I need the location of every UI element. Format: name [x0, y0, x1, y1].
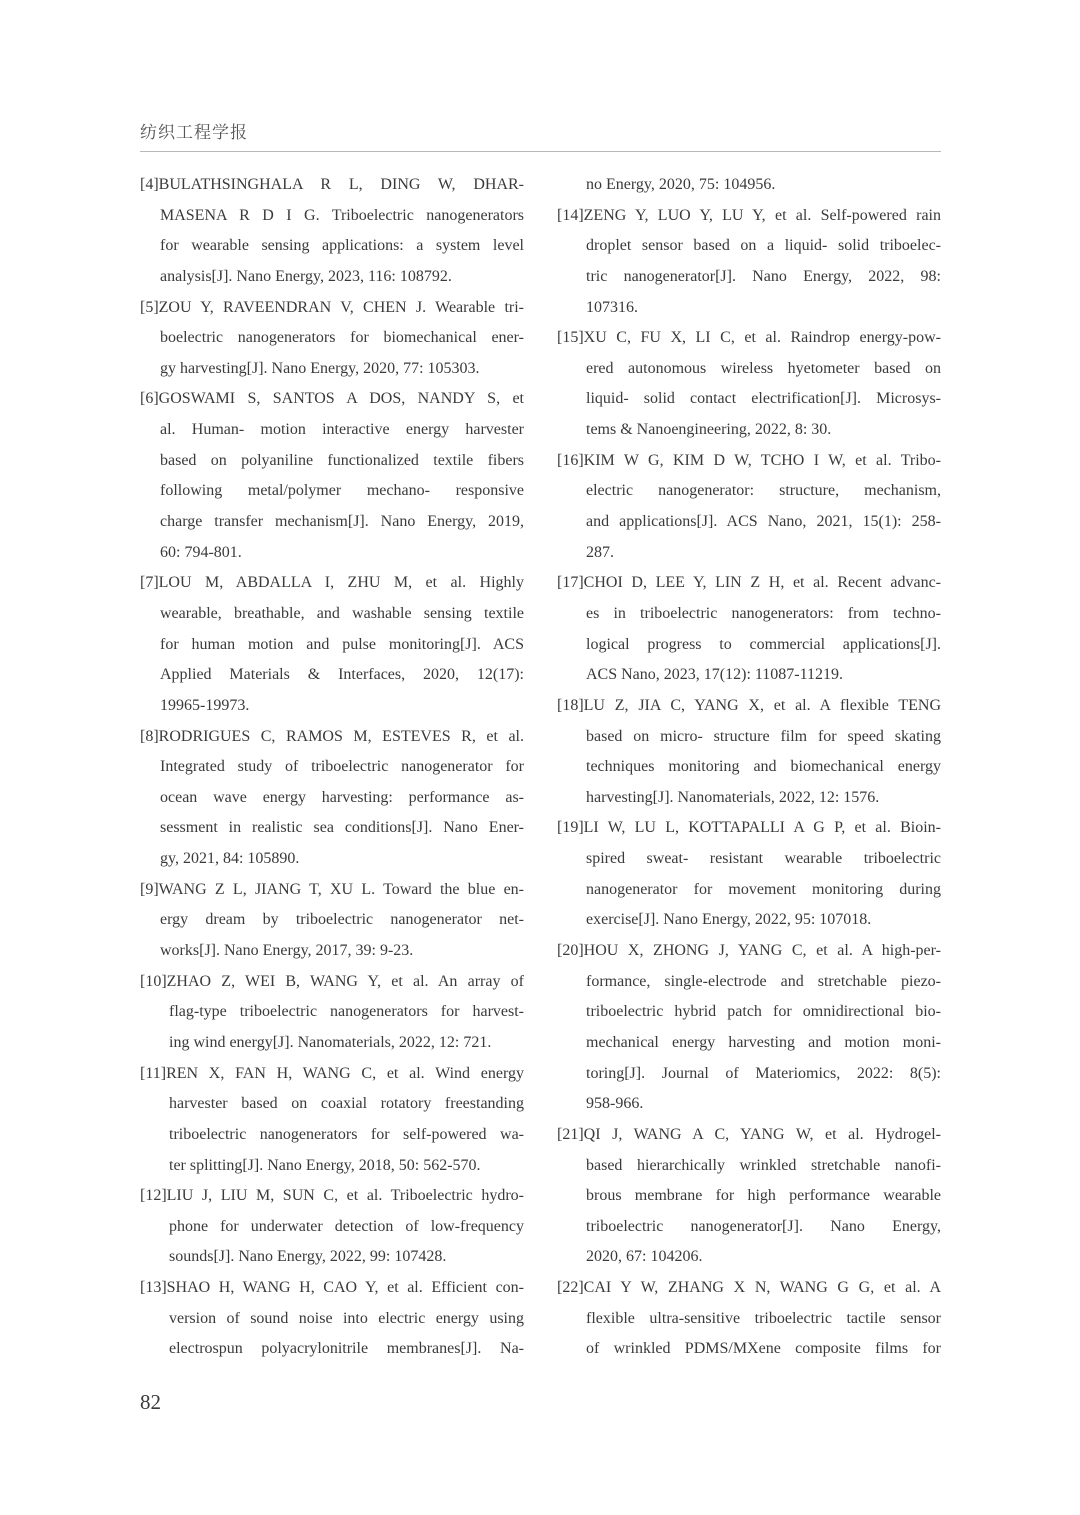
reference-entry	[140, 568, 524, 721]
reference-entry	[557, 1273, 941, 1365]
reference-line: techniques monitoring and biomechanical energy	[586, 758, 941, 776]
reference-line: [6]GOSWAMI S, SANTOS A DOS, NANDY S, et	[140, 390, 524, 408]
reference-line: [4]BULATHSINGHALA R L, DING W, DHAR-	[140, 176, 524, 193]
reference-line: ing wind energy[J]. Nanomaterials, 2022, 12: 721.	[169, 1033, 492, 1051]
reference-line: phone for underwater detection of low-frequency	[169, 1217, 524, 1235]
reference-entry	[557, 936, 941, 1120]
reference-line: gy, 2021, 84: 105890.	[160, 850, 300, 868]
reference-line: [15]XU C, FU X, LI C, et al. Raindrop energy-pow-	[557, 329, 941, 347]
reference-line: 60: 794-801.	[160, 543, 242, 561]
reference-entry	[140, 722, 524, 875]
reference-entry	[557, 446, 941, 569]
references-left-column	[140, 170, 524, 1365]
reference-line: for wearable sensing applications: a system level	[160, 237, 524, 255]
reference-entry	[140, 1059, 524, 1182]
reference-entry	[557, 170, 941, 201]
reference-line: gy harvesting[J]. Nano Energy, 2020, 77: 105303.	[160, 359, 480, 377]
reference-line: [14]ZENG Y, LUO Y, LU Y, et al. Self-powered rain	[557, 206, 941, 224]
reference-entry	[140, 384, 524, 568]
reference-line: ter splitting[J]. Nano Energy, 2018, 50: 562-570.	[169, 1156, 481, 1174]
reference-line: [11]REN X, FAN H, WANG C, et al. Wind energy	[140, 1064, 524, 1082]
reference-line: droplet sensor based on a liquid- solid triboelec-	[586, 237, 941, 255]
reference-line: es in triboelectric nanogenerators: from techno-	[586, 604, 941, 622]
reference-line: Integrated study of triboelectric nanogenerator for	[160, 758, 524, 776]
reference-line: brous membrane for high performance wearable	[586, 1187, 941, 1205]
reference-line: nanogenerator for movement monitoring during	[586, 880, 941, 898]
reference-entry	[557, 691, 941, 814]
reference-line: triboelectric hybrid patch for omnidirectional bio-	[586, 1003, 941, 1021]
reference-line: 107316.	[586, 298, 638, 316]
reference-line: sessment in realistic sea conditions[J]. Nano Ener-	[160, 819, 524, 837]
reference-entry	[140, 1181, 524, 1273]
reference-line: formance, single-electrode and stretchable piezo-	[586, 972, 941, 990]
reference-line: triboelectric nanogenerator[J]. Nano Energy,	[586, 1217, 941, 1235]
reference-entry	[140, 293, 524, 385]
reference-line: ered autonomous wireless hyetometer based on	[586, 359, 941, 377]
reference-line: flag-type triboelectric nanogenerators for harvest-	[169, 1003, 524, 1021]
reference-entry	[140, 967, 524, 1059]
reference-line: [10]ZHAO Z, WEI B, WANG Y, et al. An array of	[140, 972, 524, 990]
reference-line: and applications[J]. ACS Nano, 2021, 15(1): 258-	[586, 513, 941, 531]
reference-line: toring[J]. Journal of Materiomics, 2022: 8(5):	[586, 1064, 941, 1082]
reference-line: flexible ultra-sensitive triboelectric tactile sensor	[586, 1309, 941, 1327]
reference-line: based hierarchically wrinkled stretchable nanofi-	[586, 1156, 941, 1174]
reference-entry	[140, 875, 524, 967]
reference-entry	[557, 201, 941, 324]
reference-line: 19965-19973.	[160, 696, 250, 714]
reference-line: [18]LU Z, JIA C, YANG X, et al. A flexible TENG	[557, 696, 941, 714]
reference-line: [9]WANG Z L, JIANG T, XU L. Toward the blue en-	[140, 880, 524, 898]
reference-line: ACS Nano, 2023, 17(12): 11087-11219.	[586, 666, 844, 684]
reference-line: harvesting[J]. Nanomaterials, 2022, 12: 1576.	[586, 788, 880, 806]
reference-entry	[140, 170, 524, 293]
reference-line: works[J]. Nano Energy, 2017, 39: 9-23.	[160, 942, 414, 960]
reference-line: [20]HOU X, ZHONG J, YANG C, et al. A high-per-	[557, 942, 941, 960]
reference-line: ocean wave energy harvesting: performance as-	[160, 788, 524, 806]
reference-line: Applied Materials & Interfaces, 2020, 12(17):	[160, 666, 524, 684]
reference-entry	[557, 323, 941, 446]
reference-line: triboelectric nanogenerators for self-powered wa-	[169, 1125, 524, 1143]
reference-line: [17]CHOI D, LEE Y, LIN Z H, et al. Recent advanc-	[557, 574, 941, 592]
reference-line: version of sound noise into electric energy using	[169, 1309, 524, 1327]
reference-entry	[140, 1273, 524, 1365]
reference-line: charge transfer mechanism[J]. Nano Energy, 2019,	[160, 513, 524, 531]
references-right-column	[557, 170, 941, 1365]
header-rule	[140, 151, 941, 152]
reference-line: [12]LIU J, LIU M, SUN C, et al. Triboelectric hydro-	[140, 1187, 524, 1205]
reference-entry	[557, 568, 941, 691]
reference-line: [19]LI W, LU L, KOTTAPALLI A G P, et al. Bioin-	[557, 819, 941, 837]
reference-entry	[557, 813, 941, 936]
reference-line: [16]KIM W G, KIM D W, TCHO I W, et al. Tribo-	[557, 451, 941, 469]
reference-line: liquid- solid contact electrification[J]. Microsys-	[586, 390, 941, 408]
reference-line: logical progress to commercial applications[J].	[586, 635, 941, 653]
reference-line: exercise[J]. Nano Energy, 2022, 95: 107018.	[586, 911, 872, 929]
reference-line: 287.	[586, 543, 614, 561]
reference-line: no Energy, 2020, 75: 104956.	[586, 176, 776, 193]
reference-line: electrospun polyacrylonitrile membranes[J]. Na-	[169, 1340, 524, 1358]
reference-line: tems & Nanoengineering, 2022, 8: 30.	[586, 421, 832, 439]
reference-line: tric nanogenerator[J]. Nano Energy, 2022, 98:	[586, 267, 941, 285]
reference-line: 2020, 67: 104206.	[586, 1248, 703, 1266]
reference-line: for human motion and pulse monitoring[J]. ACS	[160, 635, 524, 653]
reference-line: 958-966.	[586, 1095, 644, 1113]
reference-line: harvester based on coaxial rotatory freestanding	[169, 1095, 524, 1113]
reference-line: sounds[J]. Nano Energy, 2022, 99: 107428.	[169, 1248, 447, 1266]
reference-line: boelectric nanogenerators for biomechanical ener-	[160, 329, 524, 347]
reference-line: following metal/polymer mechano- responsive	[160, 482, 524, 500]
reference-line: based on micro- structure film for speed skating	[586, 727, 941, 745]
reference-line: wearable, breathable, and washable sensing textile	[160, 604, 524, 622]
reference-line: MASENA R D I G. Triboelectric nanogenerators	[160, 206, 524, 224]
reference-line: [21]QI J, WANG A C, YANG W, et al. Hydrogel-	[557, 1125, 941, 1143]
reference-line: analysis[J]. Nano Energy, 2023, 116: 108792.	[160, 267, 452, 285]
journal-title: 纺织工程学报	[140, 123, 248, 143]
page-number: 82	[140, 1390, 161, 1414]
reference-line: spired sweat- resistant wearable triboelectric	[586, 850, 941, 868]
reference-line: electric nanogenerator: structure, mechanism,	[586, 482, 941, 500]
reference-line: [8]RODRIGUES C, RAMOS M, ESTEVES R, et al.	[140, 727, 524, 745]
reference-line: of wrinkled PDMS/MXene composite films for	[586, 1340, 941, 1358]
reference-line: mechanical energy harvesting and motion moni-	[586, 1033, 941, 1051]
reference-line: [5]ZOU Y, RAVEENDRAN V, CHEN J. Wearable tri-	[140, 298, 524, 316]
reference-entry	[557, 1120, 941, 1273]
reference-line: ergy dream by triboelectric nanogenerator net-	[160, 911, 524, 929]
reference-line: [22]CAI Y W, ZHANG X N, WANG G G, et al. A	[557, 1279, 941, 1297]
reference-line: based on polyaniline functionalized textile fibers	[160, 451, 524, 469]
reference-line: [13]SHAO H, WANG H, CAO Y, et al. Efficient con-	[140, 1279, 524, 1297]
reference-line: [7]LOU M, ABDALLA I, ZHU M, et al. Highly	[140, 574, 524, 592]
reference-line: al. Human- motion interactive energy harvester	[160, 421, 524, 439]
